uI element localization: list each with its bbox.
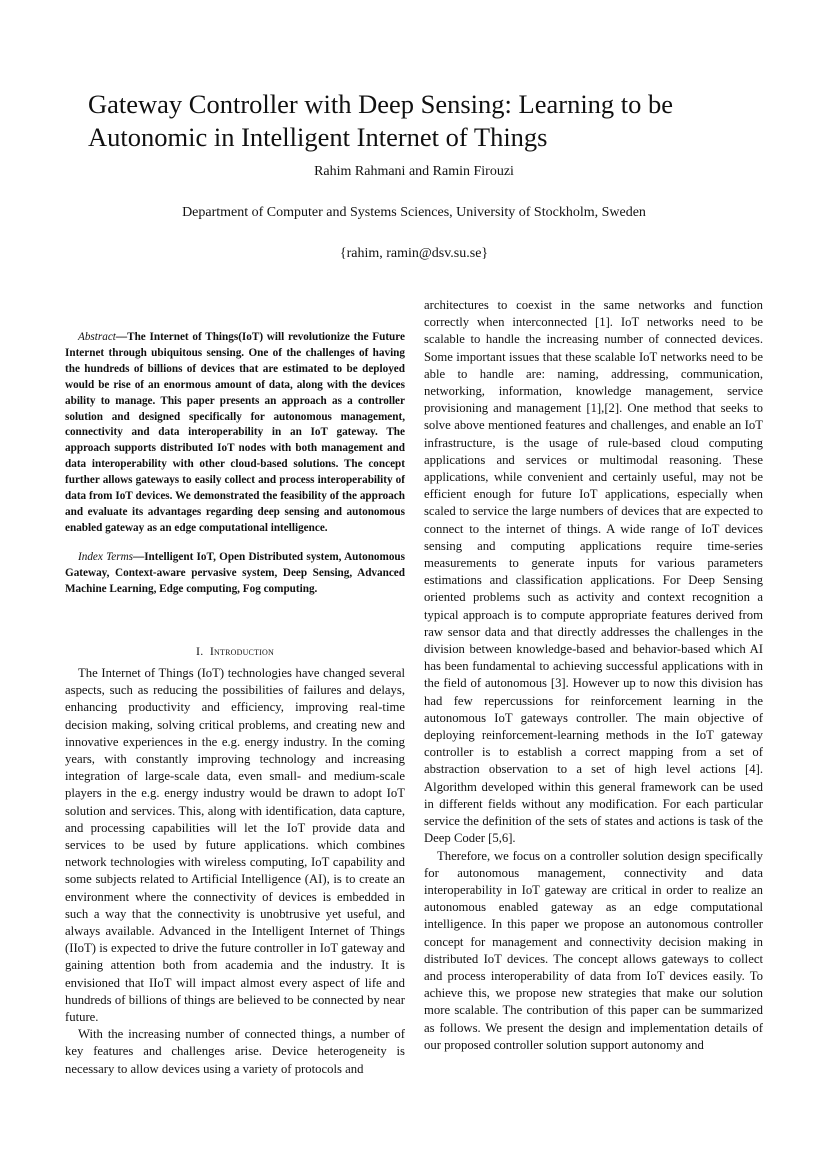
right-column-body [424, 297, 763, 1054]
abstract-lead: Abstract [78, 331, 116, 343]
section-title: Introduction [209, 644, 274, 658]
body-paragraph: architectures to coexist in the same networks and function correctly when interconnected [1]. IoT networks need to be scalable to handle the increasing number of connected devices. Some important issues that these scalable IoT networks need to be able to handle are: naming, addressing, communication, networking, information, knowledge management, service provisioning and management [1],[2]. One method that seeks to solve above mentioned features and challenges, and enable an IoT infrastructure, is the usage of rule-based cloud computing applications and services or multimodal reasoning. These applications, while convenient and certainly useful, may not be efficient enough for future IoT applications, especially when scaled to service the large numbers of devices that are expected to connect to the internet of things. A wide range of IoT devices sensing and computing applications require time-series measurements to generate inputs for various parameters estimations and classification applications. For Deep Sensing oriented problems such as activity and context recognition a typical approach is to compute appropriate features derived from raw sensor data and that directly addresses the challenges in the division between knowledge-based and behavior-based which AI has been fundamental to achieving successful applications with in the field of autonomous [3]. However up to now this division has had few repercussions for reinforcement learning in the autonomous IoT gateways controller. The main objective of deploying reinforcement-learning methods in the IoT gateway controller is to establish a correct mapping from a set of abstraction observation to a set of high level actions [4]. Algorithm developed within this general framework can be used in different fields without any modification. For each particular service the definition of the sets of states and actions is task of the Deep Coder [5,6]. [424, 298, 763, 846]
paper-title: Gateway Controller with Deep Sensing: Learning to be Autonomic in Intelligent Internet of Things [88, 89, 674, 152]
abstract-text: —The Internet of Things(IoT) will revolutionize the Future Internet through ubiquitous sensing. One of the challenges of having the hundreds of billions of devices that are estimated to be deployed would be rise of an enormous amount of data, along with the devices ability to manage. This paper presents an approach as a controller solution and designed specifically for autonomous management, connectivity and data interoperability in an IoT gateway. The approach supports distributed IoT nodes with both management and data interoperability with other cloud-based solutions. The concept further allows gateways to easily collect and process interoperability of data from IoT devices. We demonstrated the feasibility of the approach and evaluate its advantages regarding deep sensing and autonomous enabled gateway as an edge computational intelligence. [65, 331, 405, 534]
index-terms-lead: Index Terms [78, 551, 134, 563]
index-terms [65, 550, 405, 598]
abstract [65, 330, 405, 537]
section-heading [65, 644, 405, 659]
body-paragraph: With the increasing number of connected things, a number of key features and challenges arise. Device heterogeneity is necessary to allow devices using a variety of protocols and [65, 1027, 405, 1076]
affiliation: Department of Computer and Systems Sciences, University of Stockholm, Sweden [182, 205, 646, 220]
author-email: {rahim, ramin@dsv.su.se} [339, 246, 489, 261]
body-paragraph: The Internet of Things (IoT) technologies have changed several aspects, such as reducing the possibilities of failures and delays, enhancing productivity and efficiency, improving real-time decision making, solving critical problems, and creating new and innovative experiences in the e.g. energy industry. In the coming years, with constantly improving technology and increasing integration of large-scale data, even small- and medium-scale players in the e.g. energy industry would be drawn to adopt IoT solution and services. This, along with identification, data capture, and processing capabilities will let the IoT provide data and services to be used by future applications. which combines network technologies with wireless computing, IoT capability and some subjects related to Artificial Intelligence (AI), is to create an environment where the connectivity of devices is embedded in such a way that the connectivity is unobtrusive yet useful, and always available. Advanced in the Intelligent Internet of Things (IIoT) is expected to drive the future controller in IoT gateway and gaining attention both from academia and the industry. It is envisioned that IIoT will impact almost every aspect of life and hundreds of billions of things are believed to be connected by near future. [65, 666, 405, 1025]
left-column-body [65, 665, 405, 1078]
author-list: Rahim Rahmani and Ramin Firouzi [314, 164, 514, 179]
body-paragraph: Therefore, we focus on a controller solution design specifically for autonomous management, connectivity and data interoperability in IoT gateway are critical in order to realize an autonomous enabled gateway as an edge computational intelligence. In this paper we propose an autonomous controller concept for management and connectivity decision making in distributed IoT devices. The concept allows gateways to collect and process interoperability of data from IoT devices easily. To achieve this, we propose new strategies that make our solution more scalable. The contribution of this paper can be summarized as follows. We present the design and implementation details of our proposed controller solution support autonomy and [424, 848, 763, 1052]
index-terms-text: —Intelligent IoT, Open Distributed system, Autonomous Gateway, Context-aware pervasive system, Deep Sensing, Advanced Machine Learning, Edge computing, Fog computing. [65, 551, 405, 595]
section-number: I. [196, 644, 204, 658]
